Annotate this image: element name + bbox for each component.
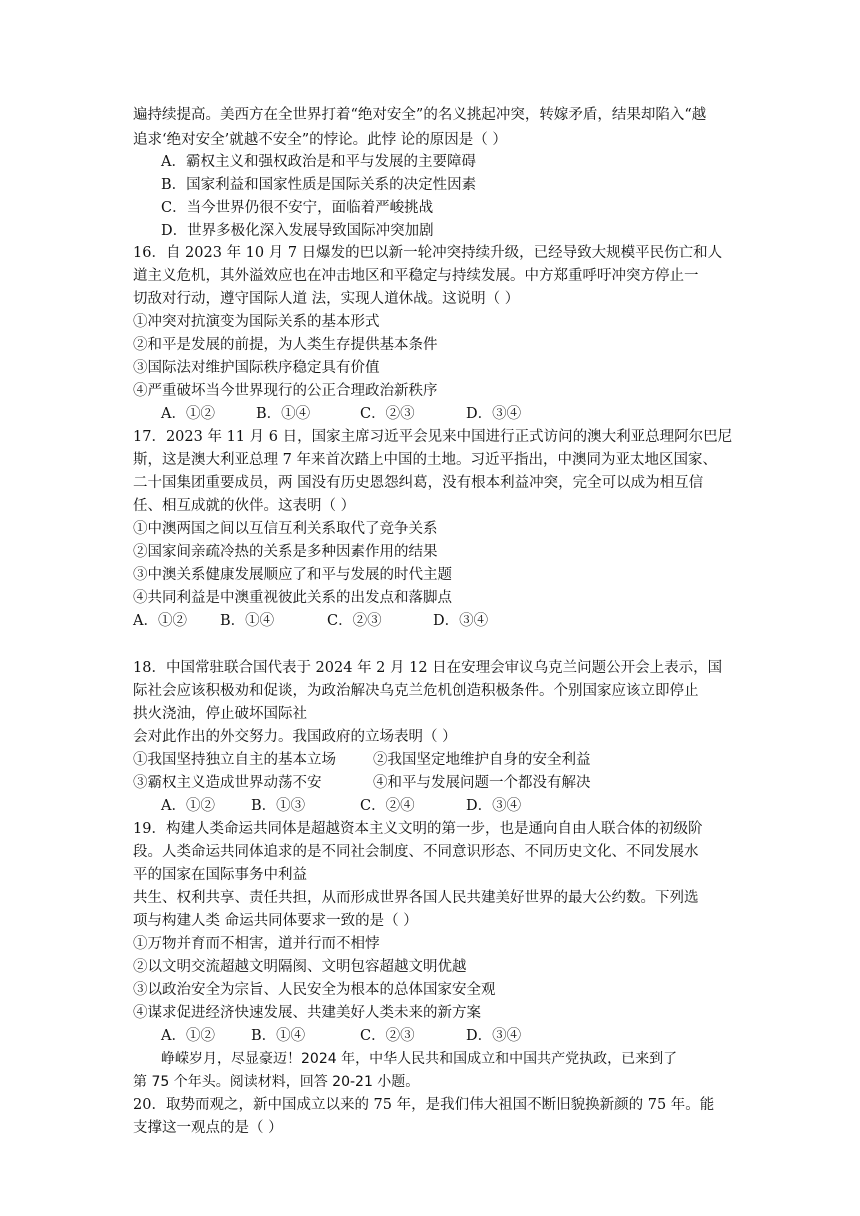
q15-stem-line: 遍持续提高。美西方在全世界打着“绝对安全”的名义挑起冲突，转嫁矛盾，结果却陷入“越 <box>133 107 707 123</box>
q17-stem-line: 二十国集团重要成员，两 国没有历史恩怨纠葛，没有根本利益冲突，完全可以成为相互信 <box>133 475 704 491</box>
q17-statement: ③中澳关系健康发展顺应了和平与发展的时代主题 <box>133 567 452 583</box>
q19-stem-line: 段。人类命运共同体追求的是不同社会制度、不同意识形态、不同历史文化、不同发展水 <box>133 844 699 860</box>
q16-choice-c: C．②③ <box>360 406 415 422</box>
q20-stem-line: 支撑这一观点的是（ ） <box>133 1120 283 1136</box>
q17-stem-line: 斯，这是澳大利亚总理 7 年来首次踏上中国的土地。习近平指出，中澳同为亚太地区国家、 <box>133 452 717 468</box>
q16-choice-d: D．③④ <box>466 406 522 422</box>
q18-choice-c: C．②④ <box>360 798 415 814</box>
q15-option-a: A．霸权主义和强权政治是和平与发展的主要障碍 <box>161 154 476 170</box>
q19-stem-line: 平的国家在国际事务中利益 <box>133 867 307 883</box>
q15-stem-line: 追求‘绝对安全’就越不安全”的悖论。此悖 论的原因是（ ） <box>133 132 507 148</box>
q18-choice-d: D．③④ <box>466 798 522 814</box>
q16-stem-line: 切敌对行动，遵守国际人道 法，实现人道休战。这说明（ ） <box>133 291 520 307</box>
q19-statement: ①万物并育而不相害，道并行而不相悖 <box>133 936 380 952</box>
q17-stem-line: 17．2023 年 11 月 6 日，国家主席习近平会见来中国进行正式访问的澳大利亚总理阿尔巴尼 <box>133 429 733 445</box>
q19-stem-line: 19．构建人类命运共同体是超越资本主义文明的第一步，也是通向自由人联合体的初级阶 <box>133 821 703 837</box>
q16-choice-a: A．①② <box>161 406 215 422</box>
q16-statement: ①冲突对抗演变为国际关系的基本形式 <box>133 314 380 330</box>
q18-statement: ②我国坚定地维护自身的安全利益 <box>373 752 591 768</box>
q19-choice-b: B．①④ <box>251 1028 306 1044</box>
q20-stem-line: 20．取势而观之，新中国成立以来的 75 年，是我们伟大祖国不断旧貌换新颜的 75 年。能 <box>133 1097 715 1113</box>
q19-statement: ②以文明交流超越文明隔阂、文明包容超越文明优越 <box>133 959 467 975</box>
q16-choice-b: B．①④ <box>256 406 311 422</box>
q16-statement: ④严重破坏当今世界现行的公正合理政治新秩序 <box>133 383 438 399</box>
q18-choice-b: B．①③ <box>251 798 306 814</box>
q19-statement: ④谋求促进经济快速发展、共建美好人类未来的新方案 <box>133 1005 481 1021</box>
q16-statement: ②和平是发展的前提，为人类生存提供基本条件 <box>133 337 438 353</box>
q17-stem-line: 任、相互成就的伙伴。这表明（ ） <box>133 498 356 514</box>
q17-statement: ①中澳两国之间以互信互利关系取代了竞争关系 <box>133 521 438 537</box>
q19-stem-line: 共生、权利共享、责任共担，从而形成世界各国人民共建美好世界的最大公约数。下列选 <box>133 890 699 906</box>
q15-option-b: B．国家利益和国家性质是国际关系的决定性因素 <box>161 177 477 193</box>
q17-statement: ④共同利益是中澳重视彼此关系的出发点和落脚点 <box>133 590 452 606</box>
q17-choice-d: D．③④ <box>433 613 489 629</box>
q18-statement: ④和平与发展问题一个都没有解决 <box>373 775 591 791</box>
q15-option-c: C．当今世界仍很不安宁，面临着严峻挑战 <box>161 200 434 216</box>
q18-choice-a: A．①② <box>161 798 215 814</box>
material-intro-line: 峥嵘岁月，尽显豪迈！2024 年，中华人民共和国成立和中国共产党执政，已来到了 <box>161 1051 678 1067</box>
q18-statement: ①我国坚持独立自主的基本立场 <box>133 752 336 768</box>
material-intro-line: 第 75 个年头。阅读材料，回答 20-21 小题。 <box>133 1074 420 1090</box>
q19-choice-c: C．②③ <box>360 1028 415 1044</box>
q16-statement: ③国际法对维护国际秩序稳定具有价值 <box>133 360 380 376</box>
q18-stem-line: 18．中国常驻联合国代表于 2024 年 2 月 12 日在安理会审议乌克兰问题公开会上表示，国 <box>133 660 723 676</box>
q17-choice-c: C．②③ <box>327 613 382 629</box>
q19-stem-line: 项与构建人类 命运共同体要求一致的是（ ） <box>133 913 418 929</box>
q18-stem-line: 际社会应该积极劝和促谈，为政治解决乌克兰危机创造积极条件。个别国家应该立即停止 <box>133 683 699 699</box>
q16-stem-line: 16．自 2023 年 10 月 7 日爆发的巴以新一轮冲突持续升级，已经导致大规模平民伤亡和人 <box>133 245 723 261</box>
q17-statement: ②国家间亲疏冷热的关系是多种因素作用的结果 <box>133 544 438 560</box>
q18-stem-line: 会对此作出的外交努力。我国政府的立场表明（ ） <box>133 729 457 745</box>
q19-choice-a: A．①② <box>161 1028 215 1044</box>
q18-statement: ③霸权主义造成世界动荡不安 <box>133 775 322 791</box>
q19-choice-d: D．③④ <box>466 1028 522 1044</box>
q17-choice-b: B．①④ <box>220 613 275 629</box>
q17-choice-a: A．①② <box>133 613 187 629</box>
q19-statement: ③以政治安全为宗旨、人民安全为根本的总体国家安全观 <box>133 982 496 998</box>
q15-option-d: D．世界多极化深入发展导致国际冲突加剧 <box>161 223 434 239</box>
q18-stem-line: 拱火浇油，停止破坏国际社 <box>133 706 307 722</box>
q16-stem-line: 道主义危机，其外溢效应也在冲击地区和平稳定与持续发展。中方郑重呼吁冲突方停止一 <box>133 268 699 284</box>
